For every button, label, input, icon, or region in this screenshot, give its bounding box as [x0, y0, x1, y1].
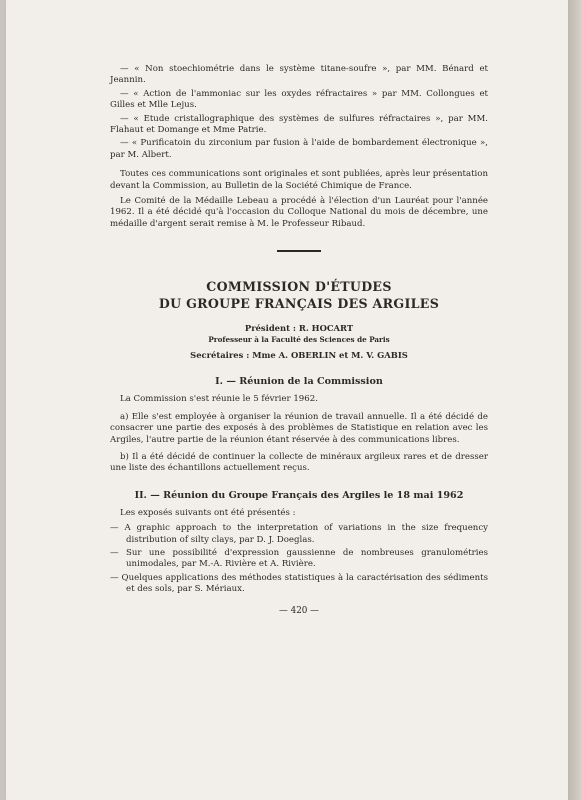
list-item: — Sur une possibilité d'expression gaussienne de nombreuses granulométries unimodales, par M.-A. Rivière et A. Rivière.	[110, 547, 488, 570]
paragraph: Toutes ces communications sont originales et sont publiées, après leur présentation devant la Commission, au Bulletin de la Société Chimique de France.	[110, 169, 488, 191]
paragraph: a) Elle s'est employée à organiser la réunion de travail annuelle. Il a été décidé de consacrer une partie des exposés à des problèmes de Statistique en relation avec les Argiles, l'autre partie de la réunion étant réservée à des communications libres.	[110, 411, 488, 445]
paragraph: b) Il a été décidé de continuer la collecte de minéraux argileux rares et de dresser une liste des échantillons actuellement reçus.	[110, 451, 488, 474]
list-item: — Quelques applications des méthodes statistiques à la caractérisation des sédiments et des sols, par S. Mériaux.	[110, 572, 488, 595]
page-number: — 420 —	[279, 605, 319, 616]
communications-list	[110, 64, 488, 161]
officers-block	[110, 322, 488, 361]
section-heading: II. — Réunion du Groupe Français des Argiles le 18 mai 1962	[134, 489, 464, 501]
list-item: — « Purificatoin du zirconium par fusion à l'aide de bombardement électronique », par M. Albert.	[110, 138, 488, 160]
section-divider	[277, 250, 321, 252]
list-item: — « Action de l'ammoniac sur les oxydes réfractaires » par MM. Collongues et Gilles et Mlle Lejus.	[110, 88, 488, 111]
list-item: — A graphic approach to the interpretation of variations in the size frequency distribution of silty clays, par D. J. Doeglas.	[110, 523, 488, 545]
presentations-list	[110, 523, 488, 595]
commission-subtitle: DU GROUPE FRANÇAIS DES ARGILES	[158, 296, 440, 312]
paragraph: La Commission s'est réunie le 5 février 1962.	[120, 394, 318, 405]
list-item: — « Etude cristallographique des systèmes de sulfures réfractaires », par MM. Flahaut et Domange et Mme Patrie.	[110, 113, 488, 136]
paragraph: Le Comité de la Médaille Lebeau a procédé à l'élection d'un Lauréat pour l'année 1962. Il a été décidé qu'à l'occasion du Colloque National du mois de décembre, une médaille d'argent serait remise à M. le Professeur Ribaud.	[110, 196, 488, 229]
president-affiliation: Professeur à la Faculté des Sciences de Paris	[208, 335, 390, 345]
president-line: Président : R. HOCART	[244, 323, 354, 334]
commission-title: COMMISSION D'ÉTUDES	[206, 279, 392, 295]
secretaries-line: Secrétaires : Mme A. OBERLIN et M. V. GABIS	[190, 350, 408, 361]
page-content	[110, 64, 488, 617]
list-item: — « Non stoechiométrie dans le système titane-soufre », par MM. Bénard et Jeannin.	[110, 64, 488, 86]
page-edge	[568, 0, 581, 800]
paragraph: Les exposés suivants ont été présentés :	[120, 507, 296, 518]
section-heading: I. — Réunion de la Commission	[215, 376, 383, 388]
